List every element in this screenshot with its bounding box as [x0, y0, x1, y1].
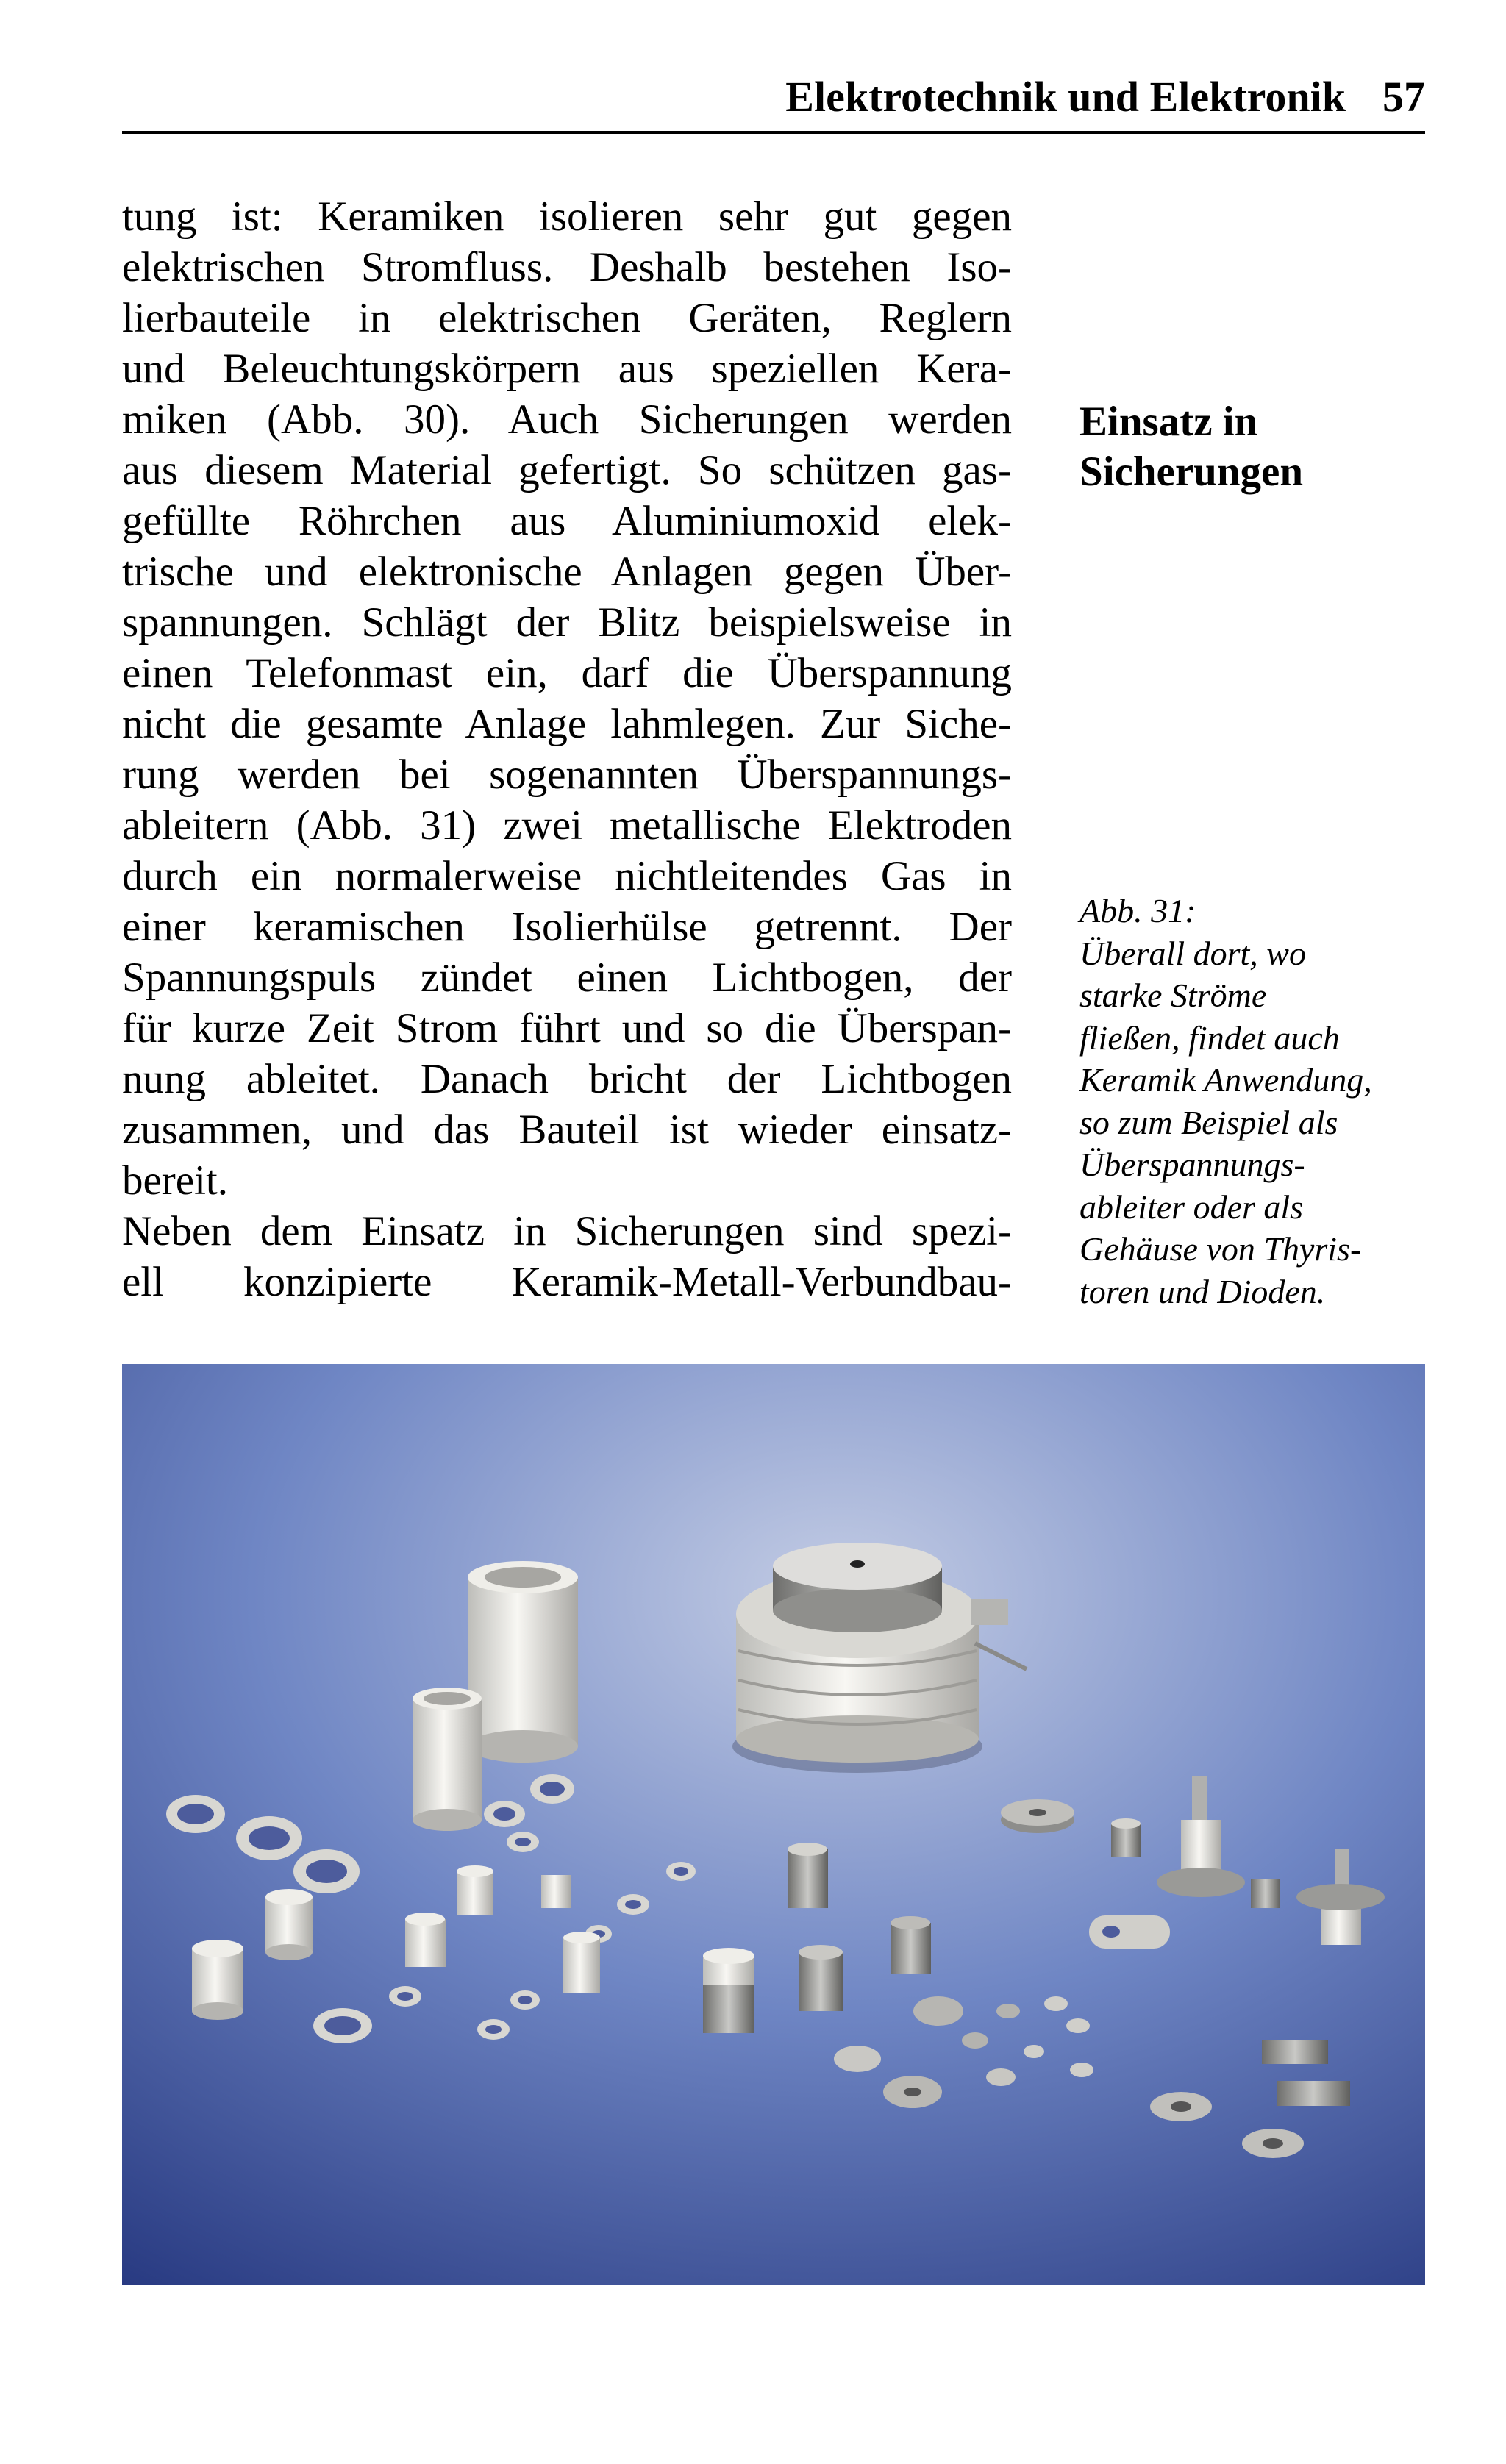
body-line: bereit. [122, 1157, 229, 1204]
body-text [122, 191, 1012, 1307]
figure-photo-ceramic-components [122, 1364, 1425, 2285]
body-line: Spannungspuls zündet einen Lichtbogen, der [122, 954, 1012, 1001]
caption-line: fließen, findet auch [1079, 1018, 1340, 1057]
body-line: nung ableitet. Danach bricht der Lichtbogen [122, 1056, 1012, 1102]
caption-line: Abb. 31: [1079, 892, 1196, 929]
body-line: zusammen, und das Bauteil ist wieder einsatz- [122, 1107, 1012, 1153]
margin-heading-line: Sicherungen [1079, 449, 1304, 495]
running-header [122, 72, 1425, 134]
caption-line: toren und Dioden. [1079, 1272, 1326, 1310]
caption-line: Keramik Anwendung, [1079, 1061, 1372, 1099]
body-line: tung ist: Keramiken isolieren sehr gut gegen [122, 193, 1012, 240]
body-line: rung werden bei sogenannten Überspannungs- [122, 751, 1012, 798]
header-title: Elektrotechnik und Elektronik [785, 73, 1346, 121]
body-line: gefüllte Röhrchen aus Aluminiumoxid elek- [122, 498, 1012, 544]
caption-line: so zum Beispiel als [1079, 1103, 1338, 1141]
body-line: aus diesem Material gefertigt. So schützen gas- [122, 447, 1012, 493]
body-line: trische und elektronische Anlagen gegen Über- [122, 549, 1012, 595]
body-line: durch ein normalerweise nichtleitendes Gas in [122, 853, 1012, 899]
body-line: elektrischen Stromfluss. Deshalb bestehen Iso- [122, 244, 1012, 290]
margin-heading-line: Einsatz in [1079, 399, 1258, 445]
body-line: für kurze Zeit Strom führt und so die Überspan- [122, 1005, 1012, 1051]
caption-line: Überall dort, wo [1079, 934, 1306, 972]
body-line: einen Telefonmast ein, darf die Überspannung [122, 650, 1012, 696]
caption-line: starke Ströme [1079, 976, 1267, 1014]
body-line: Neben dem Einsatz in Sicherungen sind spezi- [122, 1208, 1012, 1254]
body-line: einer keramischen Isolierhülse getrennt. Der [122, 904, 1012, 950]
body-line: miken (Abb. 30). Auch Sicherungen werden [122, 396, 1012, 443]
caption-line: Gehäuse von Thyris- [1079, 1230, 1362, 1268]
body-line: nicht die gesamte Anlage lahmlegen. Zur Siche- [122, 701, 1012, 747]
body-line: spannungen. Schlägt der Blitz beispielsweise in [122, 599, 1012, 646]
caption-line: ableiter oder als [1079, 1188, 1304, 1226]
body-line: ableitern (Abb. 31) zwei metallische Elektroden [122, 802, 1012, 849]
margin-heading [1079, 397, 1388, 497]
figure-caption [1079, 890, 1425, 1313]
body-line: lierbauteile in elektrischen Geräten, Reglern [122, 295, 1012, 341]
ceramic-tube-icon [468, 1561, 578, 1763]
body-line: ell konzipierte Keramik-Metall-Verbundbau- [122, 1259, 1012, 1305]
caption-line: Überspannungs- [1079, 1146, 1305, 1183]
body-line: und Beleuchtungskörpern aus speziellen Kera- [122, 346, 1012, 392]
page-number: 57 [1382, 73, 1425, 121]
ceramic-tube-icon [413, 1688, 482, 1831]
